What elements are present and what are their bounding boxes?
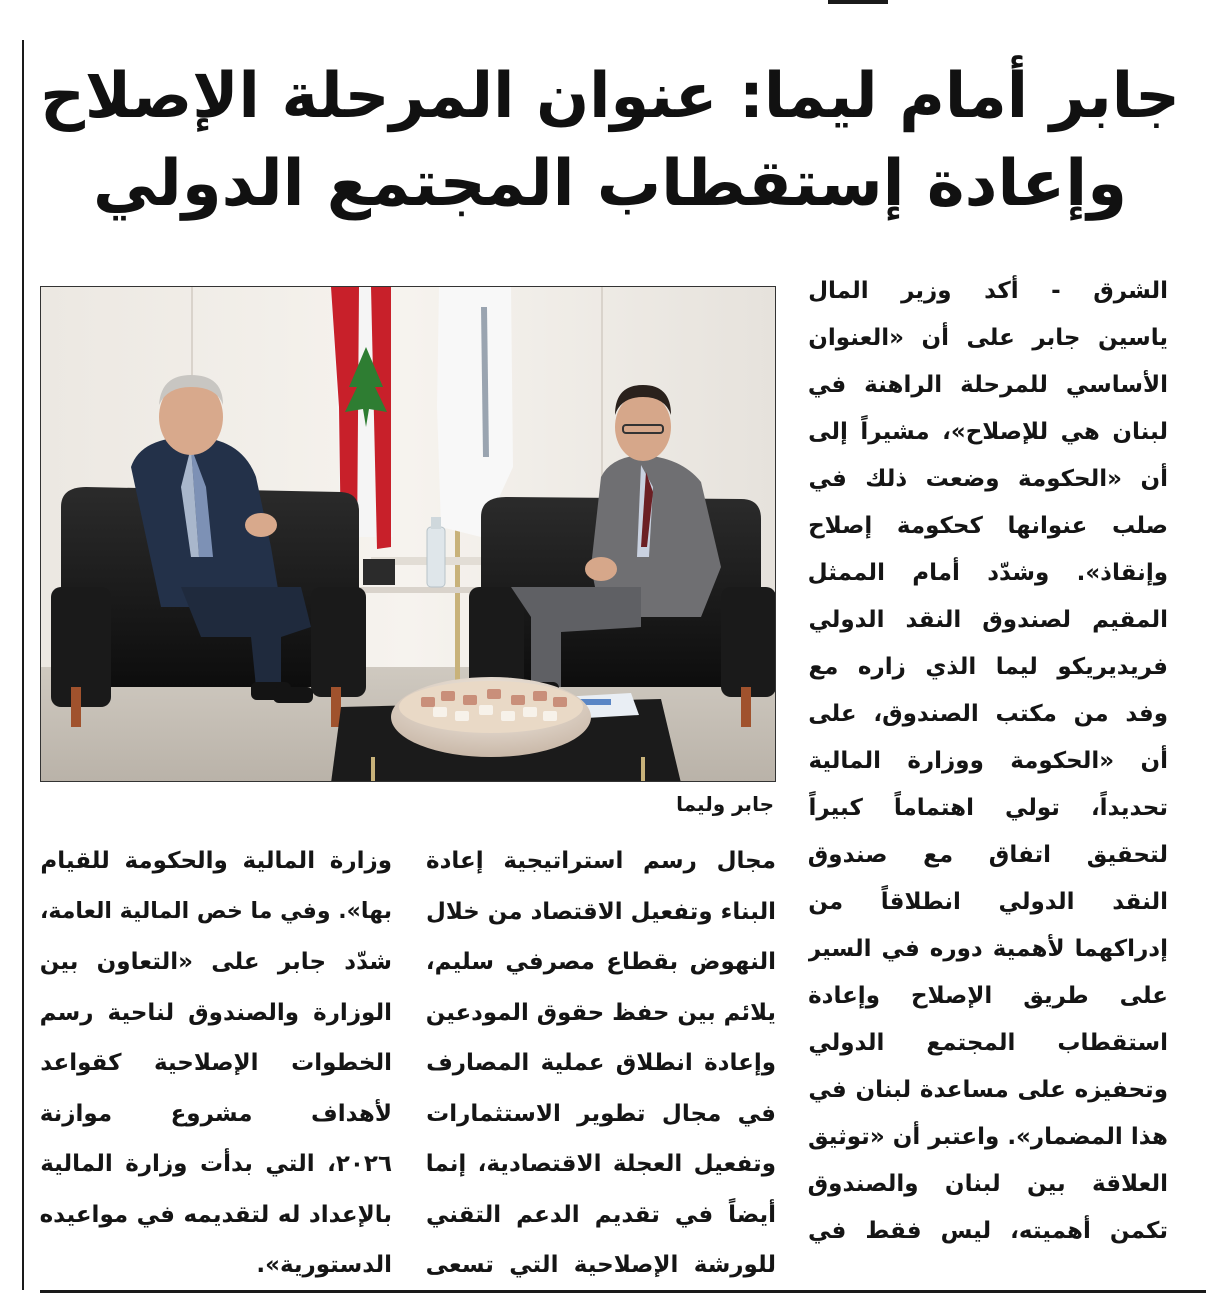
text-line: ٢٠٢٦، التي بدأت وزارة المالية (40, 1151, 392, 1177)
text-line: النهوض بقطاع مصرفي سليم، (426, 949, 776, 975)
text-line: أن «الحكومة وضعت ذلك في (808, 466, 1168, 492)
text-line: إدراكهما لأهمية دوره في السير (808, 936, 1168, 962)
text-line: تكمن أهميته، ليس فقط في (808, 1218, 1168, 1244)
text-line: وإنقاذ». وشدّد أمام الممثل (808, 560, 1168, 586)
text-line: الأساسي للمرحلة الراهنة في (808, 372, 1168, 398)
top-edge-mark (828, 0, 888, 4)
text-line: لأهداف مشروع موازنة (40, 1100, 392, 1127)
text-line: في مجال تطوير الاستثمارات (426, 1100, 776, 1127)
text-line: مجال رسم استراتيجية إعادة (426, 848, 776, 874)
text-line: ياسين جابر على أن «العنوان (808, 325, 1168, 351)
text-line: لتحقيق اتفاق مع صندوق (808, 842, 1168, 868)
headline-line-1: جابر أمام ليما: عنوان المرحلة الإصلاح (40, 59, 1180, 132)
text-line: شدّد جابر على «التعاون بين (40, 949, 392, 975)
bottom-rule (40, 1290, 1206, 1293)
text-line: أيضاً في تقديم الدعم التقني (426, 1201, 776, 1228)
text-line: وزارة المالية والحكومة للقيام (40, 848, 392, 874)
text-line: وتحفيزه على مساعدة لبنان في (808, 1077, 1168, 1103)
text-line: يلائم بين حفظ حقوق المودعين (426, 999, 776, 1026)
article-column-right (808, 268, 1168, 1255)
text-line: صلب عنوانها كحكومة إصلاح (808, 513, 1168, 539)
article-column-middle (426, 836, 776, 1291)
text-line: الخطوات الإصلاحية كقواعد (40, 1050, 392, 1076)
left-column-rule (22, 40, 24, 1290)
text-line: على طريق الإصلاح وإعادة (808, 983, 1168, 1009)
text-line: لبنان هي للإصلاح»، مشيراً إلى (808, 419, 1168, 445)
text-line: النقد الدولي انطلاقاً من (808, 889, 1168, 915)
article-headline (40, 52, 1180, 228)
text-line: فريديريكو ليما الذي زاره مع (808, 654, 1168, 680)
text-line: وتفعيل العجلة الاقتصادية، إنما (426, 1151, 776, 1177)
text-line: الدستورية». (256, 1252, 392, 1278)
meeting-photo (40, 286, 776, 782)
text-line: البناء وتفعيل الاقتصاد من خلال (426, 898, 776, 925)
text-line: المقيم لصندوق النقد الدولي (808, 607, 1168, 633)
text-line: بالإعداد له لتقديمه في مواعيده (40, 1201, 392, 1228)
text-line: استقطاب المجتمع الدولي (808, 1030, 1168, 1056)
text-line: هذا المضمار». واعتبر أن «توثيق (808, 1124, 1168, 1150)
headline-line-2: وإعادة إستقطاب المجتمع الدولي (93, 147, 1127, 221)
text-line: العلاقة بين لبنان والصندوق (808, 1171, 1168, 1197)
text-line: بها». وفي ما خص المالية العامة، (40, 898, 392, 924)
photo-caption: جابر وليما (676, 792, 774, 816)
text-line: تحديداً، تولي اهتماماً كبيراً (808, 795, 1168, 821)
text-line: وفد من مكتب الصندوق، على (808, 701, 1168, 727)
text-line: للورشة الإصلاحية التي تسعى (426, 1252, 776, 1278)
text-line: أن «الحكومة ووزارة المالية (808, 748, 1168, 774)
text-line: الشرق - أكد وزير المال (808, 278, 1168, 304)
text-line: وإعادة انطلاق عملية المصارف (426, 1050, 776, 1076)
article-column-left (40, 836, 392, 1291)
text-line: الوزارة والصندوق لناحية رسم (40, 999, 392, 1026)
